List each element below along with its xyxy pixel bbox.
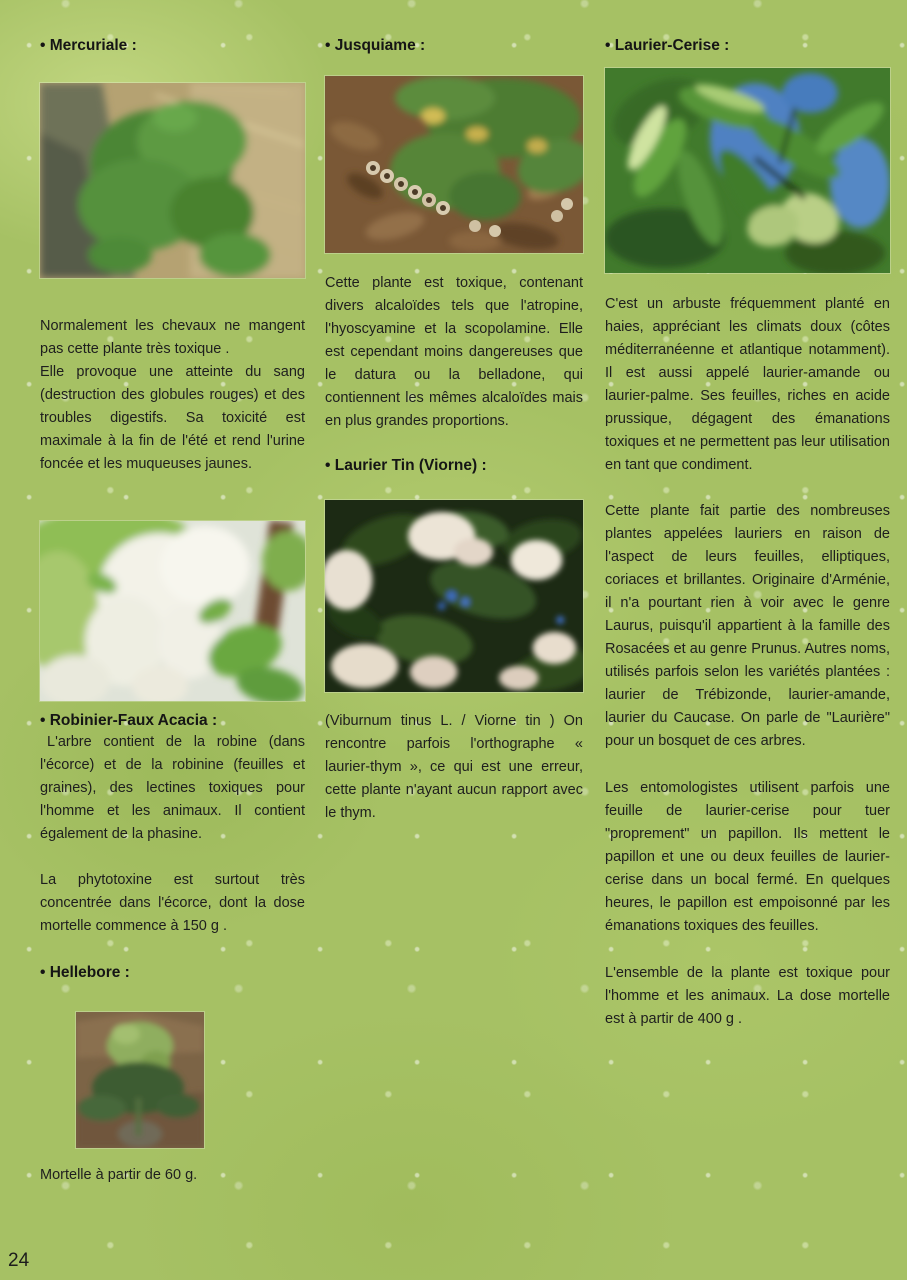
mercuriale-photo [40, 83, 305, 278]
heading-mercuriale: • Mercuriale : [40, 37, 137, 54]
heading-jusquiame: • Jusquiame : [325, 37, 426, 54]
robinier-text-2: La phytotoxine est surtout très concentrée dans l'écorce, dont la dose mortelle commence à 150 g . [40, 872, 305, 934]
laurier-tin-photo [325, 500, 583, 692]
heading-hellebore: • Hellebore : [40, 964, 130, 981]
column-right [605, 36, 890, 1031]
jusquiame-photo [325, 76, 583, 253]
hellebore-photo [76, 1012, 204, 1148]
heading-laurier-tin: • Laurier Tin (Viorne) : [325, 457, 487, 474]
laurier-cerise-text-2: Cette plante fait partie des nombreuses plantes appelées lauriers en raison de l'aspect de leurs feuilles, elliptiques, coriaces et brillantes. Originaire d'Arménie, il n'a pourtant rien à voir avec le genre Laurus, puisqu'il appartient à la famille des Rosacées et au genre Prunus. Autres noms, utilisés parfois selon les variétés plantées : laurier de Trébizonde, laurier-amande, laurier du Caucase. On parle de "Laurière" pour un bosquet de ces arbres. [605, 503, 890, 749]
robinier-text-1: L'arbre contient de la robine (dans l'écorce) et de la robinine (feuilles et graines), des lectines toxiques pour l'homme et les animaux. Il contient également de la phasine. [40, 734, 305, 842]
jusquiame-text: Cette plante est toxique, contenant divers alcaloïdes tels que l'atropine, l'hyoscyamine et la scopolamine. Elle est cependant moins dangereuses que le datura ou la belladone, qui contiennent les mêmes alcaloïdes mais en plus grandes proportions. [325, 275, 583, 429]
laurier-tin-text: (Viburnum tinus L. / Viorne tin ) On rencontre parfois l'orthographe « laurier-thym », ce qui est une erreur, cette plante n'ayant aucun rapport avec le thym. [325, 713, 583, 821]
heading-robinier: • Robinier-Faux Acacia : [40, 712, 218, 729]
column-left [40, 36, 305, 1187]
mercuriale-text: Elle provoque une atteinte du sang (destruction des globules rouges) et des troubles digestifs. Sa toxicité est maximale à la fin de l'été et rend l'urine foncée et les muqueuses jaunes. [40, 364, 305, 472]
laurier-cerise-text-4: L'ensemble de la plante est toxique pour l'homme et les animaux. La dose mortelle est à partir de 400 g . [605, 965, 890, 1027]
hellebore-caption: Mortelle à partir de 60 g. [40, 1167, 198, 1183]
laurier-cerise-text-3: Les entomologistes utilisent parfois une feuille de laurier-cerise pour tuer "proprement" un papillon. Ils mettent le papillon et une ou deux feuilles de laurier-cerise dans un bocal fermé. En quelques heures, le papillon est empoisonné par les émanations toxiques des feuilles. [605, 780, 890, 934]
laurier-cerise-photo [605, 68, 890, 273]
laurier-cerise-text-1: C'est un arbuste fréquemment planté en haies, appréciant les climats doux (côtes méditerranéenne et atlantique notamment). Il est aussi appelé laurier-amande ou laurier-palme. Ses feuilles, riches en acide prussique, dégagent des émanations toxiques et ne permettent pas leur utilisation en tant que condiment. [605, 296, 890, 473]
robinier-photo [40, 521, 305, 701]
column-middle [325, 36, 583, 825]
page-number: 24 [8, 1250, 30, 1271]
heading-laurier-cerise: • Laurier-Cerise : [605, 37, 730, 54]
mercuriale-text-line: Normalement les chevaux ne mangent pas cette plante très toxique . [40, 318, 305, 357]
